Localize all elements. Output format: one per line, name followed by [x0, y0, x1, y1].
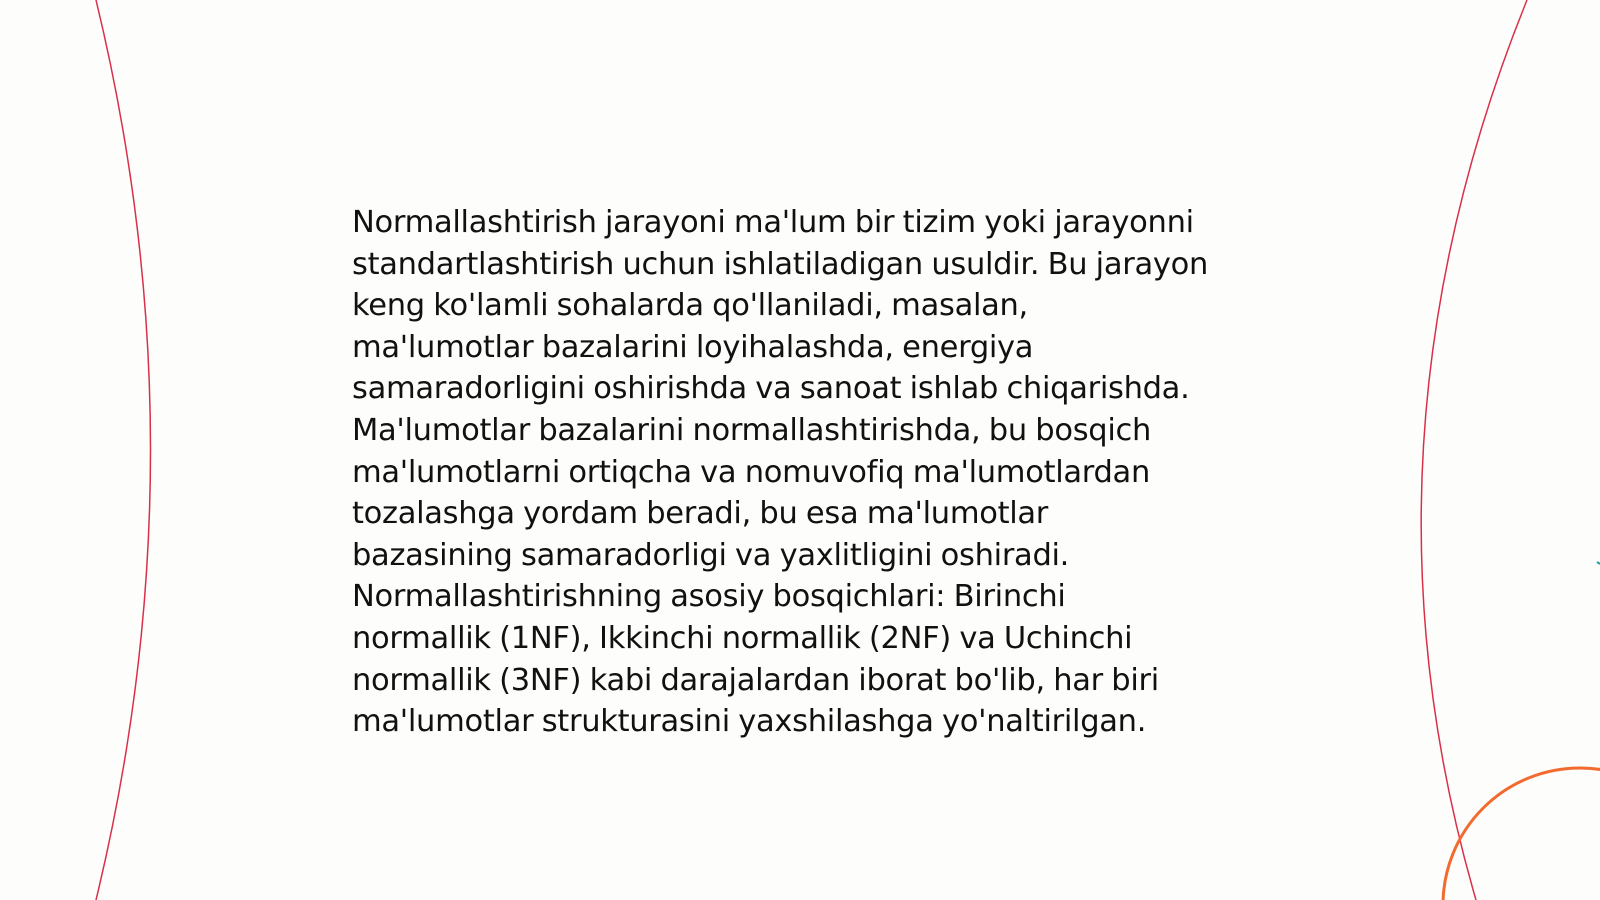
body-paragraph: Normallashtirish jarayoni ma'lum bir tizim yoki jarayonni standartlashtirish uchun ishlatiladigan usuldir. Bu jarayon keng ko'lamli sohalarda qo'llaniladi, masalan, ma'lumotlar bazalarini loyihalashda, energiya samaradorligini oshirishda va sanoat ishlab chiqarishda. Ma'lumotlar bazalarini normallashtirishda, bu bosqich ma'lumotlarni ortiqcha va nomuvofiq ma'lumotlardan tozalashga yordam beradi, bu esa ma'lumotlar bazasining samaradorligi va yaxlitligini oshiradi. Normallashtirishning asosiy bosqichlari: Birinchi normallik (1NF), Ikkinchi normallik (2NF) va Uchinchi normallik (3NF) kabi darajalardan iborat bo'lib, har biri ma'lumotlar strukturasini yaxshilashga yo'naltirilgan. — [352, 205, 1208, 740]
right-arc-line — [1421, 0, 1527, 900]
left-arc-line — [96, 0, 151, 900]
orange-accent-circle — [1443, 768, 1600, 900]
